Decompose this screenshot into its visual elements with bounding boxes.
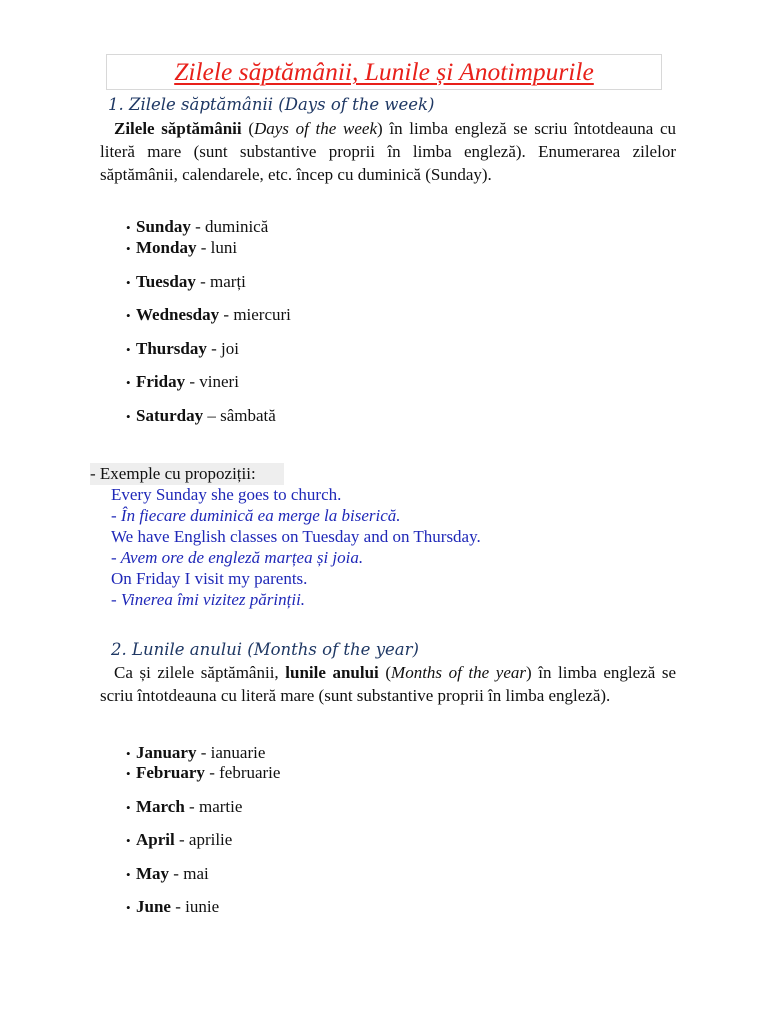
list-item-day <box>126 372 239 392</box>
months-intro-rest: ) în limba engleză se scriu întotdeauna cu literă mare (sunt substantive proprii în limba engleză). <box>100 663 676 705</box>
bullet-icon: • <box>126 275 131 290</box>
day-en: Monday <box>136 238 197 257</box>
list-item-month <box>126 864 209 884</box>
day-en: Wednesday <box>136 305 220 324</box>
list-item-month <box>126 830 232 850</box>
bullet-icon: • <box>126 241 131 256</box>
separator: - <box>169 864 184 883</box>
section-heading-months: 2. Lunile anului (Months of the year) <box>111 640 419 659</box>
day-ro: sâmbată <box>220 406 276 425</box>
days-intro-rest: ) în limba engleză se scriu întotdeauna cu literă mare (sunt substantive proprii în limba engleză). Enumerarea zilelor săptămânii, calendarele, etc. încep cu duminică (Sunday). <box>100 119 677 184</box>
section-heading-days: 1. Zilele săptămânii (Days of the week) <box>108 95 435 114</box>
bullet-icon: • <box>126 766 131 781</box>
separator: - <box>185 372 200 391</box>
title-box <box>106 54 662 90</box>
list-item-day <box>126 339 239 359</box>
day-ro: vineri <box>199 372 239 391</box>
separator: - <box>184 797 199 816</box>
separator: - <box>170 897 186 916</box>
months-intro-paragraph <box>100 661 676 707</box>
month-en: January <box>136 743 197 762</box>
bullet-icon: • <box>126 867 131 882</box>
separator: - <box>204 763 220 782</box>
examples-label: - Exemple cu propoziții: <box>90 463 284 485</box>
months-intro-bold: lunile anului <box>285 663 379 682</box>
month-ro: martie <box>198 797 243 816</box>
list-item-day <box>126 217 268 237</box>
month-en: May <box>136 864 170 883</box>
bullet-icon: • <box>126 220 131 235</box>
list-item-month <box>126 897 219 917</box>
days-intro-bold: Zilele săptămânii <box>114 119 242 138</box>
list-item-month <box>126 743 265 763</box>
month-en: March <box>136 797 185 816</box>
example-sentence: On Friday I visit my parents. <box>111 569 308 588</box>
separator: – <box>203 406 221 425</box>
list-item-month <box>126 763 280 783</box>
separator: - <box>206 339 222 358</box>
days-intro-paren: ( <box>241 119 254 138</box>
day-ro: marți <box>210 272 246 291</box>
list-item-day <box>126 272 246 292</box>
month-ro: iunie <box>185 897 220 916</box>
separator: - <box>195 272 211 291</box>
example-sentence: We have English classes on Tuesday and on Thursday. <box>111 527 481 546</box>
bullet-icon: • <box>126 375 131 390</box>
day-ro: miercuri <box>233 305 291 324</box>
separator: - <box>196 743 211 762</box>
list-item-day <box>126 305 291 325</box>
day-en: Friday <box>136 372 186 391</box>
months-intro-italic: Months of the year <box>391 663 526 682</box>
bullet-icon: • <box>126 800 131 815</box>
bullet-icon: • <box>126 342 131 357</box>
example-translation: - Avem ore de engleză marțea și joia. <box>111 548 364 567</box>
separator: - <box>174 830 189 849</box>
months-intro-start: Ca și zilele săptămânii, <box>114 663 286 682</box>
day-ro: duminică <box>205 217 269 236</box>
bullet-icon: • <box>126 409 131 424</box>
months-intro-paren: ( <box>378 663 392 682</box>
bullet-icon: • <box>126 308 131 323</box>
example-translation: - În fiecare duminică ea merge la biserică. <box>111 506 401 525</box>
month-en: April <box>136 830 175 849</box>
day-en: Saturday <box>136 406 204 425</box>
month-ro: aprilie <box>188 830 233 849</box>
day-ro: luni <box>210 238 238 257</box>
page-title: Zilele săptămânii, Lunile și Anotimpurile <box>174 57 594 86</box>
list-item-day <box>126 238 237 258</box>
day-en: Thursday <box>136 339 207 358</box>
month-ro: mai <box>183 864 209 883</box>
separator: - <box>196 238 211 257</box>
example-sentence: Every Sunday she goes to church. <box>111 485 342 504</box>
month-ro: ianuarie <box>210 743 266 762</box>
month-ro: februarie <box>219 763 281 782</box>
day-ro: joi <box>221 339 239 358</box>
bullet-icon: • <box>126 746 131 761</box>
days-intro-paragraph <box>100 117 676 186</box>
month-en: June <box>136 897 171 916</box>
days-intro-italic: Days of the week <box>253 119 378 138</box>
list-item-day <box>126 406 276 426</box>
example-translation: - Vinerea îmi vizitez părinții. <box>111 590 306 609</box>
day-en: Tuesday <box>136 272 196 291</box>
list-item-month <box>126 797 242 817</box>
bullet-icon: • <box>126 900 131 915</box>
separator: - <box>190 217 205 236</box>
separator: - <box>219 305 234 324</box>
day-en: Sunday <box>136 217 191 236</box>
month-en: February <box>136 763 205 782</box>
bullet-icon: • <box>126 833 131 848</box>
